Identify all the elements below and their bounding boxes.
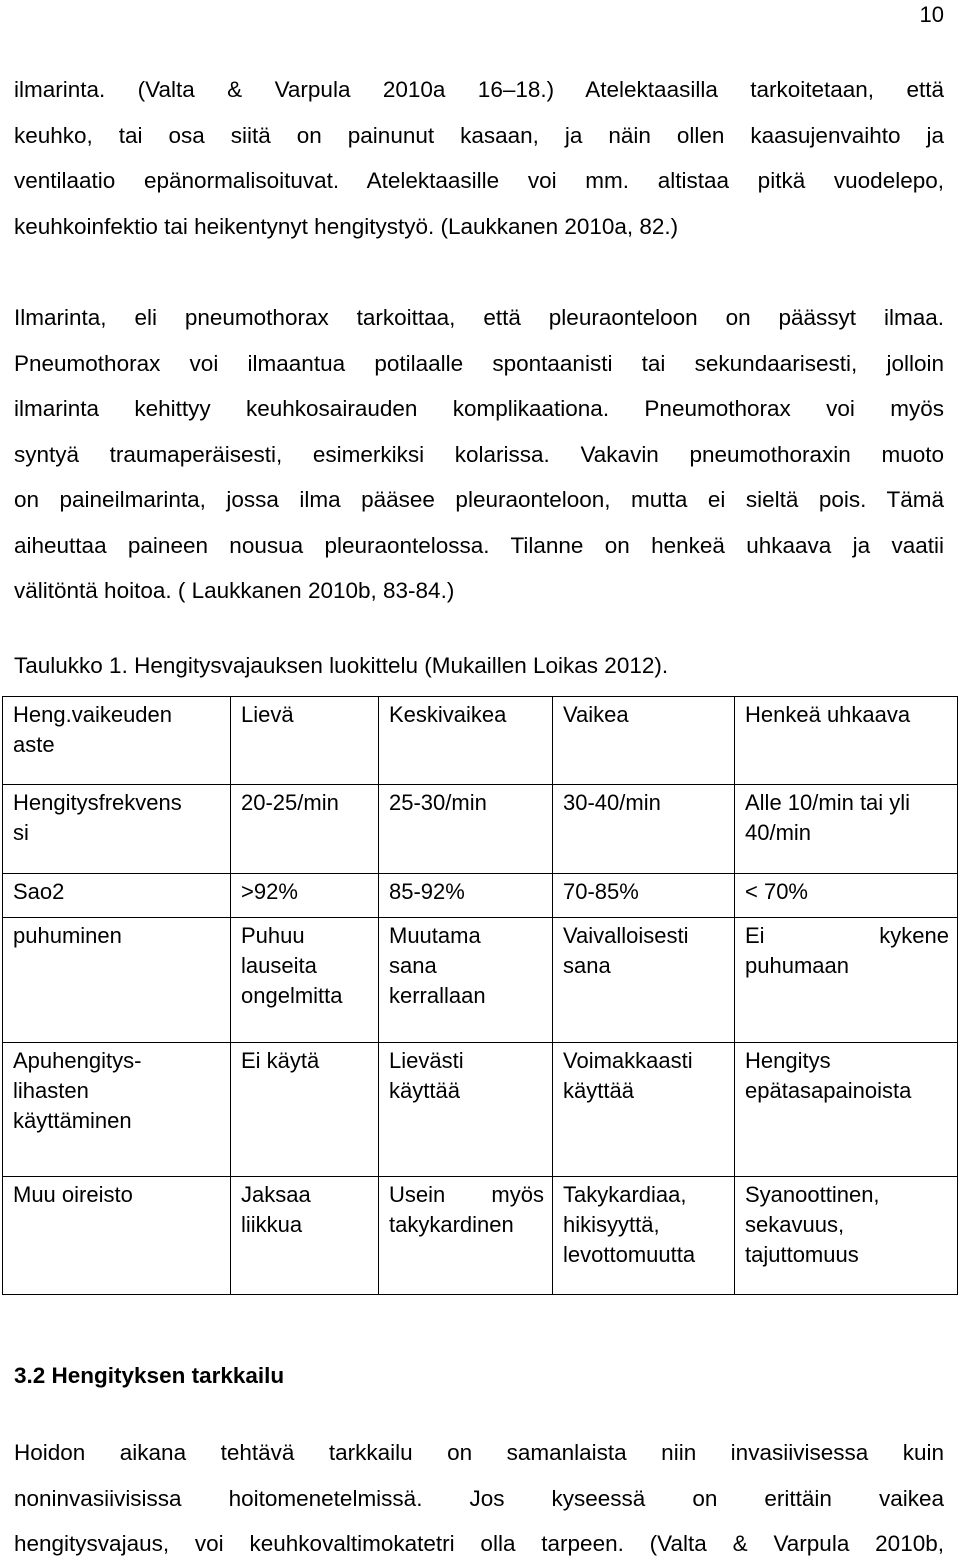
table-caption: Taulukko 1. Hengitysvajauksen luokittelu (Mukaillen Loikas 2012). (14, 653, 669, 678)
table-row-header-cell (3, 1043, 231, 1177)
table-cell-line: käyttäminen (13, 1108, 132, 1133)
table-cell (231, 1177, 379, 1295)
table-cell (379, 697, 553, 785)
table-cell (379, 1177, 553, 1295)
table-cell (735, 785, 958, 874)
table-cell-line: Hengitysfrekvens (13, 790, 182, 815)
table-cell-line: Vaivalloisesti (563, 923, 689, 948)
table-cell-line: tajuttomuus (745, 1242, 859, 1267)
table-cell-line: si (13, 820, 29, 845)
paragraph-line: Ilmarinta, eli pneumothorax tarkoittaa, että pleuraonteloon on päässyt ilmaa. (14, 305, 944, 330)
table-cell-line: Syanoottinen, (745, 1182, 880, 1207)
paragraph-line: ilmarinta kehittyy keuhkosairauden komplikaationa. Pneumothorax voi myös (14, 396, 944, 421)
table-cell-line: Lievästi (389, 1048, 464, 1073)
table-cell-line: Hengitys (745, 1048, 831, 1073)
table-cell (553, 1043, 735, 1177)
table-cell-line: Alle 10/min tai yli (745, 790, 911, 815)
table-cell-line: sana (563, 953, 611, 978)
table-cell (379, 785, 553, 874)
paragraph-line: noninvasiivisissa hoitomenetelmissä. Jos kyseessä on erittäin vaikea (14, 1485, 944, 1511)
table-row (3, 785, 958, 874)
table-cell-line: Apuhengitys- (13, 1048, 142, 1073)
paragraph-line: hengitysvajaus, voi keuhkovaltimokatetri olla tarpeen. (Valta & Varpula 2010b, (14, 1531, 944, 1556)
table-cell-line: kerrallaan (389, 983, 486, 1008)
table-cell-line: käyttää (389, 1078, 460, 1103)
table-cell-line: Lievä (241, 702, 294, 727)
table-cell-line: Ei käytä (241, 1048, 320, 1073)
table-row (3, 1177, 958, 1295)
paragraph-line: ventilaatio epänormalisoituvat. Atelektaasille voi mm. altistaa pitkä vuodelepo, (14, 168, 944, 193)
table-cell (231, 1043, 379, 1177)
table-cell-line: Muutama (389, 923, 481, 948)
table-cell-line: 70-85% (563, 879, 639, 904)
table-cell (553, 1177, 735, 1295)
table-cell-line: epätasapainoista (745, 1078, 912, 1103)
table-cell-line: 40/min (745, 820, 812, 845)
table-cell-line: liikkua (241, 1212, 303, 1237)
table-row (3, 918, 958, 1043)
paragraph-line: keuhko, tai osa siitä on painunut kasaan, ja näin ollen kaasujenvaihto ja (14, 122, 944, 148)
paragraph-line: Pneumothorax voi ilmaantua potilaalle spontaanisti tai sekundaarisesti, jolloin (14, 350, 944, 376)
table-row-header-cell (3, 1177, 231, 1295)
table-cell-line: Puhuu (241, 923, 305, 948)
paragraph-line: ilmarinta. (Valta & Varpula 2010a 16–18.) Atelektaasilla tarkoitetaan, että (14, 77, 944, 102)
paragraph-monitoring (14, 1430, 944, 1567)
table-cell (553, 697, 735, 785)
section-heading: 3.2 Hengityksen tarkkailu (14, 1363, 285, 1388)
table-cell-line: ongelmitta (241, 983, 343, 1008)
table-cell-line: Voimakkaasti (563, 1048, 693, 1073)
table-cell-line: Usein myös (389, 1182, 544, 1207)
table-cell (231, 785, 379, 874)
table-cell-line: 85-92% (389, 879, 465, 904)
table-cell-line: levottomuutta (563, 1242, 696, 1267)
table-cell-line: < 70% (745, 879, 808, 904)
table-cell-line: Takykardiaa, (563, 1182, 687, 1207)
table-cell-line: Heng.vaikeuden (13, 702, 173, 727)
paragraph-pneumothorax (14, 295, 944, 614)
table-cell (735, 1177, 958, 1295)
table-row-header-cell (3, 874, 231, 918)
table-cell-line: aste (13, 732, 55, 757)
paragraph-line: syntyä traumaperäisesti, esimerkiksi kolarissa. Vakavin pneumothoraxin muoto (14, 441, 944, 467)
table-cell-line: 20-25/min (241, 790, 339, 815)
table-cell (553, 785, 735, 874)
table-row-header-cell (3, 697, 231, 785)
table-cell-line: Henkeä uhkaava (745, 702, 911, 727)
paragraph-line: aiheuttaa paineen nousua pleuraontelossa. Tilanne on henkeä uhkaava ja vaatii (14, 532, 944, 558)
table-cell-line: Muu oireisto (13, 1182, 133, 1207)
table-cell-line: >92% (241, 879, 298, 904)
table-cell (231, 697, 379, 785)
table-cell (379, 918, 553, 1043)
table-cell-line: takykardinen (389, 1212, 514, 1237)
table-cell-line: puhuminen (13, 923, 122, 948)
table-cell-line: Jaksaa (241, 1182, 311, 1207)
table-cell-line: Ei kykene (745, 923, 949, 948)
table-cell-line: 25-30/min (389, 790, 487, 815)
table-cell-line: hikisyyttä, (563, 1212, 660, 1237)
page-number: 10 (919, 2, 944, 27)
table-row-header-cell (3, 918, 231, 1043)
table-cell (553, 918, 735, 1043)
table-cell (735, 1043, 958, 1177)
table-cell-line: Sao2 (13, 879, 65, 904)
table-cell-line: Vaikea (563, 702, 629, 727)
table-cell-line: käyttää (563, 1078, 634, 1103)
table-cell (379, 874, 553, 918)
table-cell (735, 918, 958, 1043)
table-cell (735, 697, 958, 785)
paragraph-line: on paineilmarinta, jossa ilma pääsee pleuraonteloon, mutta ei sieltä pois. Tämä (14, 487, 944, 512)
paragraph-atelectasis (14, 67, 944, 249)
table-cell-line: Keskivaikea (389, 702, 507, 727)
table-cell-line: lauseita (241, 953, 317, 978)
table-cell (553, 874, 735, 918)
table-row (3, 874, 958, 918)
table-cell (379, 1043, 553, 1177)
table-cell-line: lihasten (13, 1078, 89, 1103)
table-row (3, 1043, 958, 1177)
table-cell (231, 918, 379, 1043)
paragraph-line: välitöntä hoitoa. ( Laukkanen 2010b, 83-84.) (14, 578, 455, 603)
table-cell-line: 30-40/min (563, 790, 661, 815)
paragraph-line: Hoidon aikana tehtävä tarkkailu on samanlaista niin invasiivisessa kuin (14, 1440, 944, 1465)
table-cell-line: puhumaan (745, 953, 849, 978)
table-cell-line: sana (389, 953, 437, 978)
paragraph-line: keuhkoinfektio tai heikentynyt hengitystyö. (Laukkanen 2010a, 82.) (14, 213, 679, 239)
table-cell-line: sekavuus, (745, 1212, 845, 1237)
table-cell (231, 874, 379, 918)
table-row-header-cell (3, 785, 231, 874)
table-row (3, 697, 958, 785)
table-cell (735, 874, 958, 918)
respiratory-failure-table (2, 696, 958, 1295)
